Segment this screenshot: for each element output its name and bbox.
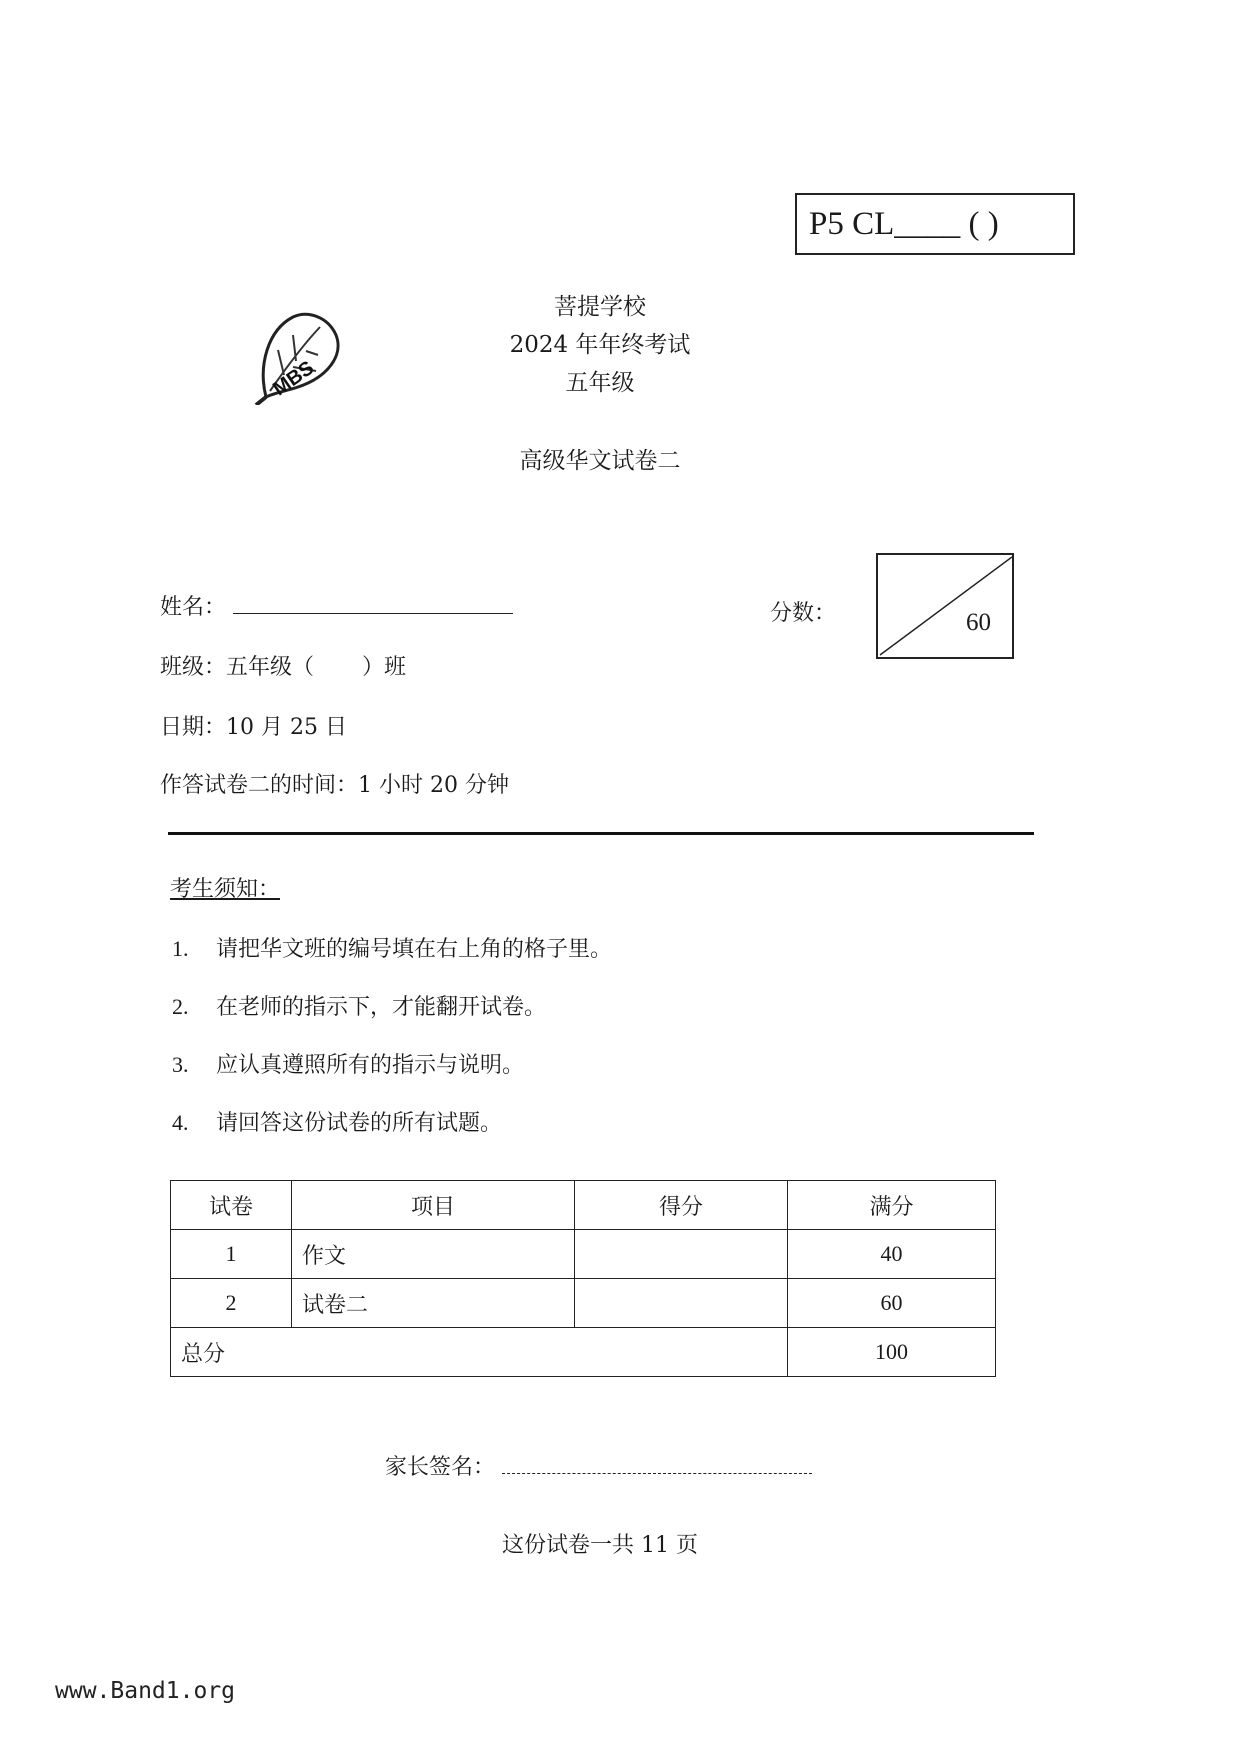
class-prefix: 班级：五年级（ (160, 655, 315, 680)
row-full: 60 (788, 1279, 996, 1328)
duration-field: 作答试卷二的时间：1 小时 20 分钟 (160, 773, 509, 798)
score-table (170, 1180, 996, 1377)
header-score: 得分 (575, 1181, 788, 1230)
row-paper: 2 (171, 1279, 292, 1328)
total-full: 100 (788, 1328, 996, 1377)
row-item: 作文 (292, 1230, 575, 1279)
name-label: 姓名： (160, 595, 227, 620)
notice-text: 请回答这份试卷的所有试题。 (216, 1111, 503, 1136)
notice-num: 3. (172, 1052, 189, 1077)
score-label: 分数： (770, 601, 837, 626)
school-name: 菩提学校 (554, 294, 646, 320)
header-paper: 试卷 (171, 1181, 292, 1230)
score-total: 60 (966, 609, 991, 636)
page-count: 这份试卷一共 11 页 (502, 1533, 698, 1558)
score-box[interactable] (876, 553, 1014, 659)
leaf-logo (248, 305, 348, 405)
header-item: 项目 (292, 1181, 575, 1230)
grade-label: 五年级 (565, 370, 635, 396)
notice-text: 请把华文班的编号填在右上角的格子里。 (216, 937, 613, 962)
score-diagonal (878, 555, 1012, 657)
leaf-stem (256, 397, 266, 405)
table-row (171, 1230, 996, 1279)
notice-item (172, 1048, 524, 1079)
table-total-row (171, 1328, 996, 1377)
class-number-box[interactable]: P5 CL____ ( ) (795, 193, 1075, 255)
row-score[interactable] (575, 1279, 788, 1328)
total-label: 总分 (171, 1328, 788, 1377)
row-full: 40 (788, 1230, 996, 1279)
row-paper: 1 (171, 1230, 292, 1279)
row-item: 试卷二 (292, 1279, 575, 1328)
name-field[interactable] (160, 590, 513, 621)
notice-title: 考生须知： (170, 877, 281, 902)
notice-text: 应认真遵照所有的指示与说明。 (216, 1053, 525, 1078)
parent-signature[interactable] (385, 1450, 812, 1481)
notice-text: 在老师的指示下，才能翻开试卷。 (216, 995, 547, 1020)
watermark: www.Band1.org (55, 1678, 236, 1704)
notice-item (172, 932, 612, 963)
notice-num: 4. (172, 1110, 189, 1135)
notice-item (172, 990, 546, 1021)
header-full: 满分 (788, 1181, 996, 1230)
notice-item (172, 1106, 502, 1137)
logo-text: MBS (269, 356, 319, 401)
name-blank[interactable] (233, 593, 513, 614)
parent-signature-label: 家长签名： (385, 1455, 496, 1480)
date-field: 日期：10 月 25 日 (160, 715, 347, 740)
row-score[interactable] (575, 1230, 788, 1279)
parent-signature-blank[interactable] (502, 1453, 812, 1474)
divider (168, 832, 1034, 835)
exam-title: 2024 年年终考试 (509, 332, 691, 358)
paper-title: 高级华文试卷二 (519, 448, 681, 474)
table-header-row (171, 1181, 996, 1230)
notice-num: 2. (172, 994, 189, 1019)
table-row (171, 1279, 996, 1328)
notice-num: 1. (172, 936, 189, 961)
class-field[interactable] (160, 650, 406, 681)
class-suffix: ）班 (362, 655, 407, 680)
